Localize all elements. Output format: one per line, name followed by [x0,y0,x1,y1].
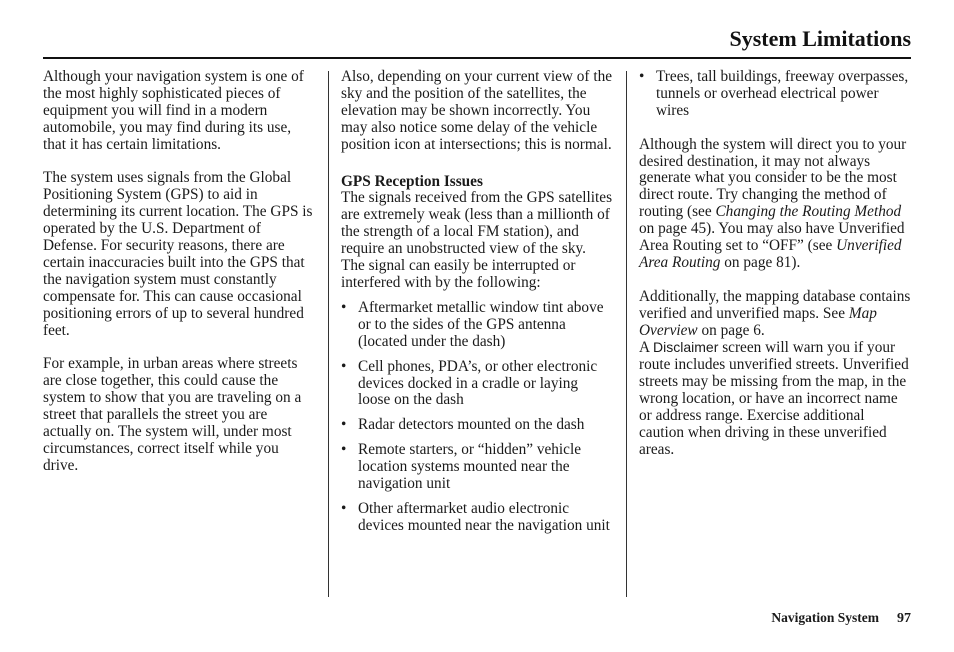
bullet-icon: • [341,441,347,459]
database-paragraph [639,289,911,340]
routing-text: on page 45). You may also have Unverified Area Routing set to “OFF” (see [639,220,905,255]
column-middle [341,69,613,535]
list-item [341,417,613,434]
routing-method-link: Changing the Routing Method [715,203,902,221]
list-item [341,359,613,410]
disclaimer-text: screen will warn you if your route includes unverified streets. Unverified streets may be missing from the map, in the wrong location, or have an incorrect name or address range. Exercise additional caution when driving in these unverified areas. [639,339,909,458]
routing-text: on page 81). [720,253,801,271]
list-item [341,501,613,535]
bullet-icon: • [341,499,347,517]
list-item-text: Radar detectors mounted on the dash [358,416,585,434]
routing-text: Although the system will direct you to your desired destination, it may not always generate what you consider to be the most direct route. Try changing the method of routing (see [639,135,907,221]
routing-paragraph [639,137,911,272]
signals-paragraph: The signals received from the GPS satellites are extremely weak (less than a millionth of the strength of a local FM station), and require an unobstructed view of the sky. [341,189,613,258]
footer-section-title: Navigation System [771,610,879,625]
list-item [341,300,613,351]
list-item-text: Trees, tall buildings, freeway overpasses, tunnels or overhead electrical power wires [656,68,909,119]
list-item-text: Cell phones, PDA’s, or other electronic devices docked in a cradle or laying loose on the dash [358,357,598,409]
list-item-text: Remote starters, or “hidden” vehicle location systems mounted near the navigation unit [358,441,581,493]
map-overview-link: Map Overview [639,304,877,339]
database-text: on page 6. [697,321,765,339]
page-footer [771,610,911,627]
list-item-text: Other aftermarket audio electronic devices mounted near the navigation unit [358,499,610,534]
bullet-icon: • [639,68,645,85]
gps-paragraph: The system uses signals from the Global Positioning System (GPS) to aid in determining its current location. The GPS is operated by the U.S. Department of Defense. For security reasons, there are certain inaccuracies built into the GPS that the navigation system must constantly compensate for. This can cause occasional positioning errors of up to several hundred feet. [43,169,313,339]
column-right [639,69,911,459]
page-title: System Limitations [729,26,911,51]
obstruction-list [639,69,911,120]
list-item-text: Aftermarket metallic window tint above or to the sides of the GPS antenna (located under the dash) [358,298,604,350]
interference-list [341,300,613,535]
section-heading: GPS Reception Issues [341,172,483,190]
list-item [341,442,613,493]
bullet-icon: • [341,298,347,316]
intro-paragraph: Although your navigation system is one of the most highly sophisticated pieces of equipment you will find in a modern automobile, you may find during its use, that it has certain limitations. [43,68,304,153]
example-paragraph: For example, in urban areas where streets are close together, this could cause the system to show that you are traveling on a street that parallels the street you are actually on. The system will, under most circumstances, correct itself while you drive. [43,355,302,474]
bullet-icon: • [341,357,347,375]
page-number: 97 [897,611,911,626]
list-item [639,69,911,120]
disclaimer-term: Disclaimer [653,339,719,356]
column-divider-left [328,71,329,597]
interference-paragraph: The signal can easily be interrupted or interfered with by the following: [341,257,576,291]
unverified-routing-link: Unverified Area Routing [639,237,902,271]
disclaimer-paragraph [639,339,911,458]
database-text: Additionally, the mapping database contains verified and unverified maps. See [639,287,911,322]
column-divider-right [626,71,627,597]
title-rule [43,57,911,59]
disclaimer-text: A [639,339,654,357]
column-left [43,69,315,475]
elevation-paragraph: Also, depending on your current view of the sky and the position of the satellites, the elevation may be shown incorrectly. You may also notice some delay of the vehicle position icon at intersections; this is normal. [341,68,613,153]
bullet-icon: • [341,416,347,434]
